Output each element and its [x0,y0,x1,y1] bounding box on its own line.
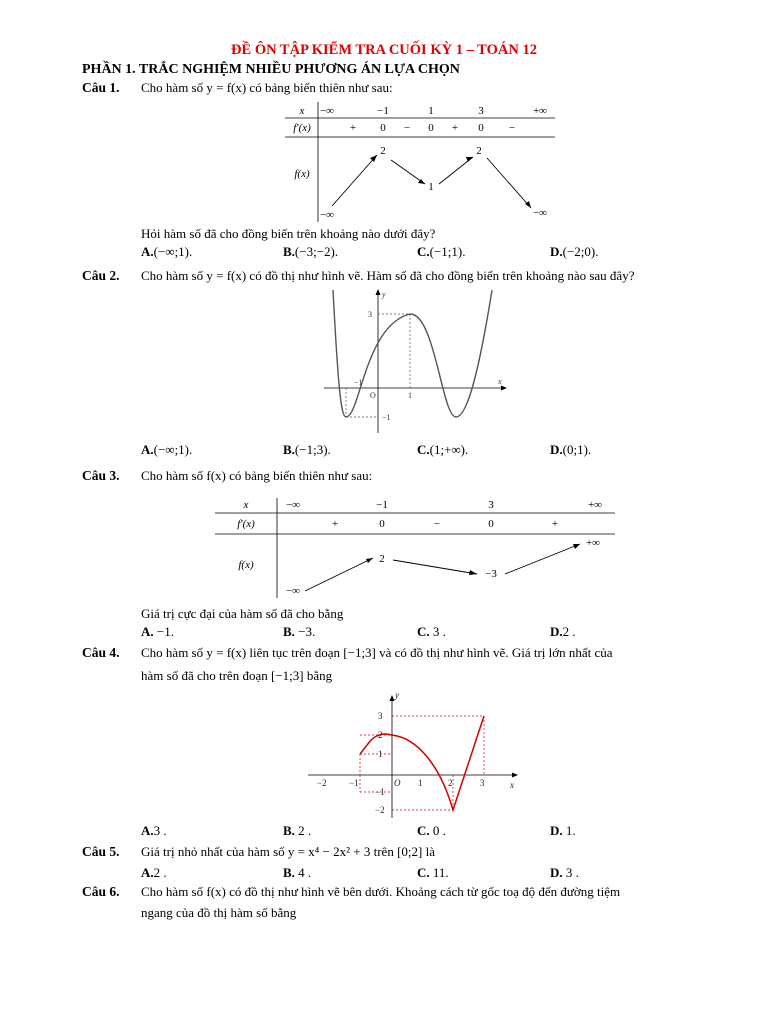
q2-option-d[interactable]: (0;1). [562,442,592,457]
q4-option-d[interactable]: 1. [565,823,576,838]
q1-fprime-sign: 0 [428,122,434,134]
q2-option-a[interactable]: (−∞;1). [153,442,193,457]
q1-option-d[interactable]: (−2;0). [562,244,599,259]
q3-x-value: −∞ [285,499,301,511]
q1-fprime-sign: 0 [478,122,484,134]
q2-label: Câu 2. [82,268,120,283]
q2-label-origin: O [370,391,376,400]
q3-fprime-sign: − [433,518,441,530]
q4-y-label: 2 [378,730,383,740]
q1-x-value: 1 [428,105,434,117]
q4-y-label: −2 [375,805,385,815]
q1-option-a[interactable]: (−∞;1). [153,244,193,259]
q1-option-c[interactable]: (−1;1). [429,244,466,259]
q2-option-d-letter: D. [550,442,563,457]
q4-x-label: −2 [317,778,327,788]
q4-y-label: 3 [378,711,383,721]
q4-option-a[interactable]: 3 . [153,823,167,838]
q1-variation-table [285,100,555,225]
q4-option-c-letter: C. [417,823,430,838]
q1-option-a-letter: A. [141,244,154,259]
q3-question: Giá trị cực đại của hàm số đã cho bằng [141,606,344,621]
q3-option-d-letter: D. [550,624,563,639]
q3-fprime-sign: 0 [488,518,494,530]
q3-option-d[interactable]: 2 . [562,624,576,639]
q1-fprime-sign: − [508,122,516,134]
q5-option-c-letter: C. [417,865,430,880]
q3-option-c[interactable]: 3 . [432,624,446,639]
q3-option-a[interactable]: −1. [156,624,174,639]
q3-x-value: −1 [376,499,388,511]
q1-x-value: 3 [478,105,484,117]
q4-y-label: 1 [378,749,383,759]
q5-label: Câu 5. [82,844,120,859]
q2-option-c[interactable]: (1;+∞). [429,442,469,457]
q1-x-value: +∞ [532,105,548,117]
q4-x-label: −1 [349,778,359,788]
q1-f-value: 2 [476,145,482,157]
section-heading: PHẦN 1. TRẮC NGHIỆM NHIỀU PHƯƠNG ÁN LỰA CHỌN [82,62,460,77]
q1-option-c-letter: C. [417,244,430,259]
q3-f-value: −3 [485,568,497,580]
q1-fprime-sign: + [349,122,357,134]
q4-x-label: O [394,778,401,788]
q4-x-label: 1 [418,778,423,788]
exam-title: ĐỀ ÔN TẬP KIỂM TRA CUỐI KỲ 1 – TOÁN 12 [231,42,537,58]
q3-variation-table [215,496,615,601]
q6-label: Câu 6. [82,884,120,899]
q4-function-graph [305,690,520,820]
q3-option-c-letter: C. [417,624,430,639]
q3-f-value: 2 [379,553,385,565]
q1-f-value: −∞ [319,209,335,221]
q4-stem-line2: hàm số đã cho trên đoạn [−1;3] bằng [141,668,333,683]
q1-stem: Cho hàm số y = f(x) có bảng biến thiên như sau: [141,80,393,95]
q4-x-label: 3 [480,778,485,788]
q5-option-d[interactable]: 3 . [565,865,579,880]
q3-f-value: −∞ [285,585,301,597]
q4-option-d-letter: D. [550,823,563,838]
q3-f-label: f(x) [238,559,254,571]
q1-label: Câu 1. [82,80,120,95]
q1-x-label: x [299,105,305,117]
q2-label-3: 3 [368,310,372,319]
q2-label-1: 1 [408,391,412,400]
q5-stem: Giá trị nhỏ nhất của hàm số y = x⁴ − 2x² + 3 trên [0;2] là [141,844,435,859]
q5-option-a-letter: A. [141,865,154,880]
q3-fprime-sign: + [331,518,339,530]
q2-x-axis-label: x [498,377,502,386]
q5-option-c[interactable]: 11. [432,865,449,880]
q2-label-neg1-y: −1 [382,413,391,422]
q3-x-value: 3 [488,499,494,511]
q4-x-axis-label: x [510,780,514,790]
q1-fprime-label: f'(x) [293,122,311,134]
q5-option-b[interactable]: 4 . [298,865,312,880]
q1-option-b-letter: B. [283,244,295,259]
q4-x-label: 2 [448,778,453,788]
q2-option-a-letter: A. [141,442,154,457]
q1-x-value: −∞ [319,105,335,117]
q1-option-b[interactable]: (−3;−2). [294,244,339,259]
q5-option-b-letter: B. [283,865,295,880]
q2-stem: Cho hàm số y = f(x) có đồ thị như hình vẽ. Hàm số đã cho đồng biến trên khoảng nào sau đây? [141,268,635,283]
q5-option-d-letter: D. [550,865,563,880]
q3-fprime-label: f'(x) [237,518,255,530]
q4-y-axis-label: y [395,690,399,700]
q1-f-value: 2 [380,145,386,157]
q4-option-b[interactable]: 2 . [298,823,312,838]
q1-x-value: −1 [377,105,389,117]
q1-f-label: f(x) [294,168,310,180]
q4-option-b-letter: B. [283,823,295,838]
q2-label-neg1-x: −1 [354,378,363,387]
q1-fprime-sign: − [403,122,411,134]
q3-option-a-letter: A. [141,624,154,639]
q3-fprime-sign: 0 [379,518,385,530]
q3-fprime-sign: + [551,518,559,530]
q3-x-label: x [243,499,249,511]
q6-stem-line2: ngang của đồ thị hàm số bằng [141,905,297,920]
q1-f-value: 1 [428,181,434,193]
q3-f-value: +∞ [585,537,601,549]
q3-label: Câu 3. [82,468,120,483]
q1-question: Hỏi hàm số đã cho đồng biến trên khoảng nào dưới đây? [141,226,436,241]
q2-option-c-letter: C. [417,442,430,457]
q2-option-b[interactable]: (−1;3). [294,442,331,457]
q3-stem: Cho hàm số f(x) có bảng biến thiên như sau: [141,468,373,483]
q1-f-value: −∞ [532,207,548,219]
q2-y-axis-label: y [382,290,386,299]
q2-option-b-letter: B. [283,442,295,457]
q3-option-b[interactable]: −3. [298,624,316,639]
q6-stem-line1: Cho hàm số f(x) có đồ thị như hình vẽ bên dưới. Khoảng cách từ gốc toạ độ đến đường tiệm [141,884,621,899]
q2-function-graph [320,285,510,440]
q4-stem-line1: Cho hàm số y = f(x) liên tục trên đoạn [−1;3] và có đồ thị như hình vẽ. Giá trị lớn nhất của [141,645,613,660]
q4-option-c[interactable]: 0 . [432,823,446,838]
q1-option-d-letter: D. [550,244,563,259]
q1-fprime-sign: + [451,122,459,134]
q4-label: Câu 4. [82,645,120,660]
q4-option-a-letter: A. [141,823,154,838]
q1-fprime-sign: 0 [380,122,386,134]
q4-y-label: −1 [375,787,385,797]
q5-option-a[interactable]: 2 . [153,865,167,880]
q3-x-value: +∞ [587,499,603,511]
q3-option-b-letter: B. [283,624,295,639]
